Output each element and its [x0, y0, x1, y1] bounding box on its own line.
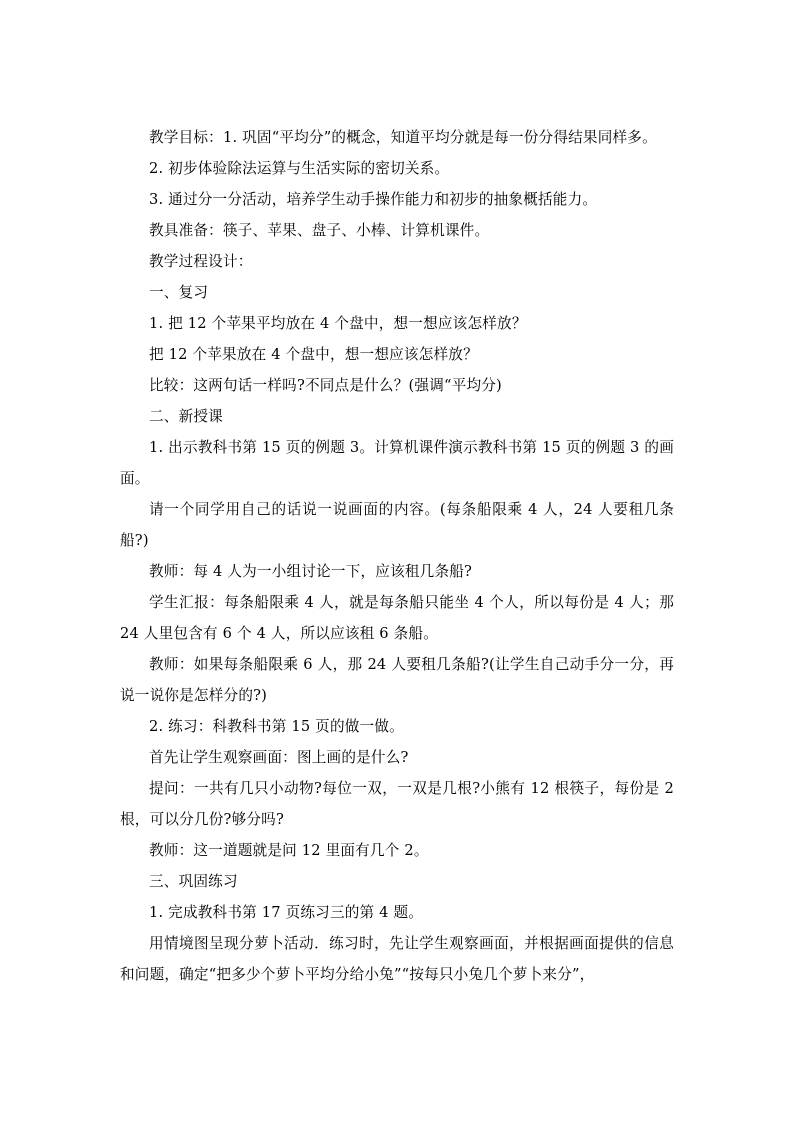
new-lesson-item-1-paragraph: 1. 出示教科书第 15 页的例题 3。计算机课件演示教科书第 15 页的例题 3 的画面。 [120, 439, 674, 487]
radish-activity-paragraph: 用情境图呈现分萝卜活动．练习时，先让学生观察画面，并根据画面提供的信息和问题，确定“把多少个萝卜平均分给小兔”“按每只小兔几个萝卜来分”， [120, 935, 674, 983]
review-item-2-paragraph: 把 12 个苹果放在 4 个盘中，想一想应该怎样放？ [149, 346, 478, 363]
review-compare-paragraph: 比较：这两句话一样吗?不同点是什么？(强调“平均分) [149, 377, 502, 394]
objective-3-paragraph: 3. 通过分一分活动，培养学生动手操作能力和初步的抽象概括能力。 [149, 191, 598, 208]
section-review-heading: 一、复习 [149, 284, 209, 301]
practice-item-2-paragraph: 2. 练习：科教科书第 15 页的做一做。 [149, 718, 404, 735]
objective-2-paragraph: 2. 初步体验除法运算与生活实际的密切关系。 [149, 160, 450, 177]
consolidation-item-1-paragraph: 1. 完成教科书第 17 页练习三的第 4 题。 [149, 904, 424, 921]
review-item-1-paragraph: 1. 把 12 个苹果平均放在 4 个盘中，想一想应该怎样放？ [149, 315, 527, 332]
observe-picture-paragraph: 首先让学生观察画面：图上画的是什么? [149, 749, 409, 766]
teaching-objectives-paragraph: 教学目标：1. 巩固“平均分”的概念，知道平均分就是每一份分得结果同样多。 [149, 129, 657, 146]
process-design-heading: 教学过程设计： [149, 253, 253, 270]
student-describe-paragraph: 请一个同学用自己的话说一说画面的内容。(每条船限乘 4 人，24 人要租几条船?) [120, 501, 674, 549]
teacher-question-paragraph: 教师：如果每条船限乘 6 人，那 24 人要租几条船?(让学生自己动手分一分，再说一说你是怎样分的?) [120, 656, 674, 704]
teacher-summary-paragraph: 教师：这一道题就是问 12 里面有几个 2。 [149, 842, 429, 859]
teaching-materials-paragraph: 教具准备：筷子、苹果、盘子、小棒、计算机课件。 [149, 222, 490, 239]
student-report-paragraph: 学生汇报：每条船限乘 4 人，就是每条船只能坐 4 个人，所以每份是 4 人；那 24 人里包含有 6 个 4 人，所以应该租 6 条船。 [120, 594, 674, 642]
section-consolidation-heading: 三、巩固练习 [149, 873, 238, 890]
question-animals-paragraph: 提问：一共有几只小动物?每位一双，一双是几根?小熊有 12 根筷子，每份是 2 根，可以分几份?够分吗? [120, 780, 674, 828]
section-new-lesson-heading: 二、新授课 [149, 408, 223, 425]
teacher-discuss-paragraph: 教师：每 4 人为一小组讨论一下，应该租几条船? [149, 563, 473, 580]
document-body [120, 122, 674, 990]
